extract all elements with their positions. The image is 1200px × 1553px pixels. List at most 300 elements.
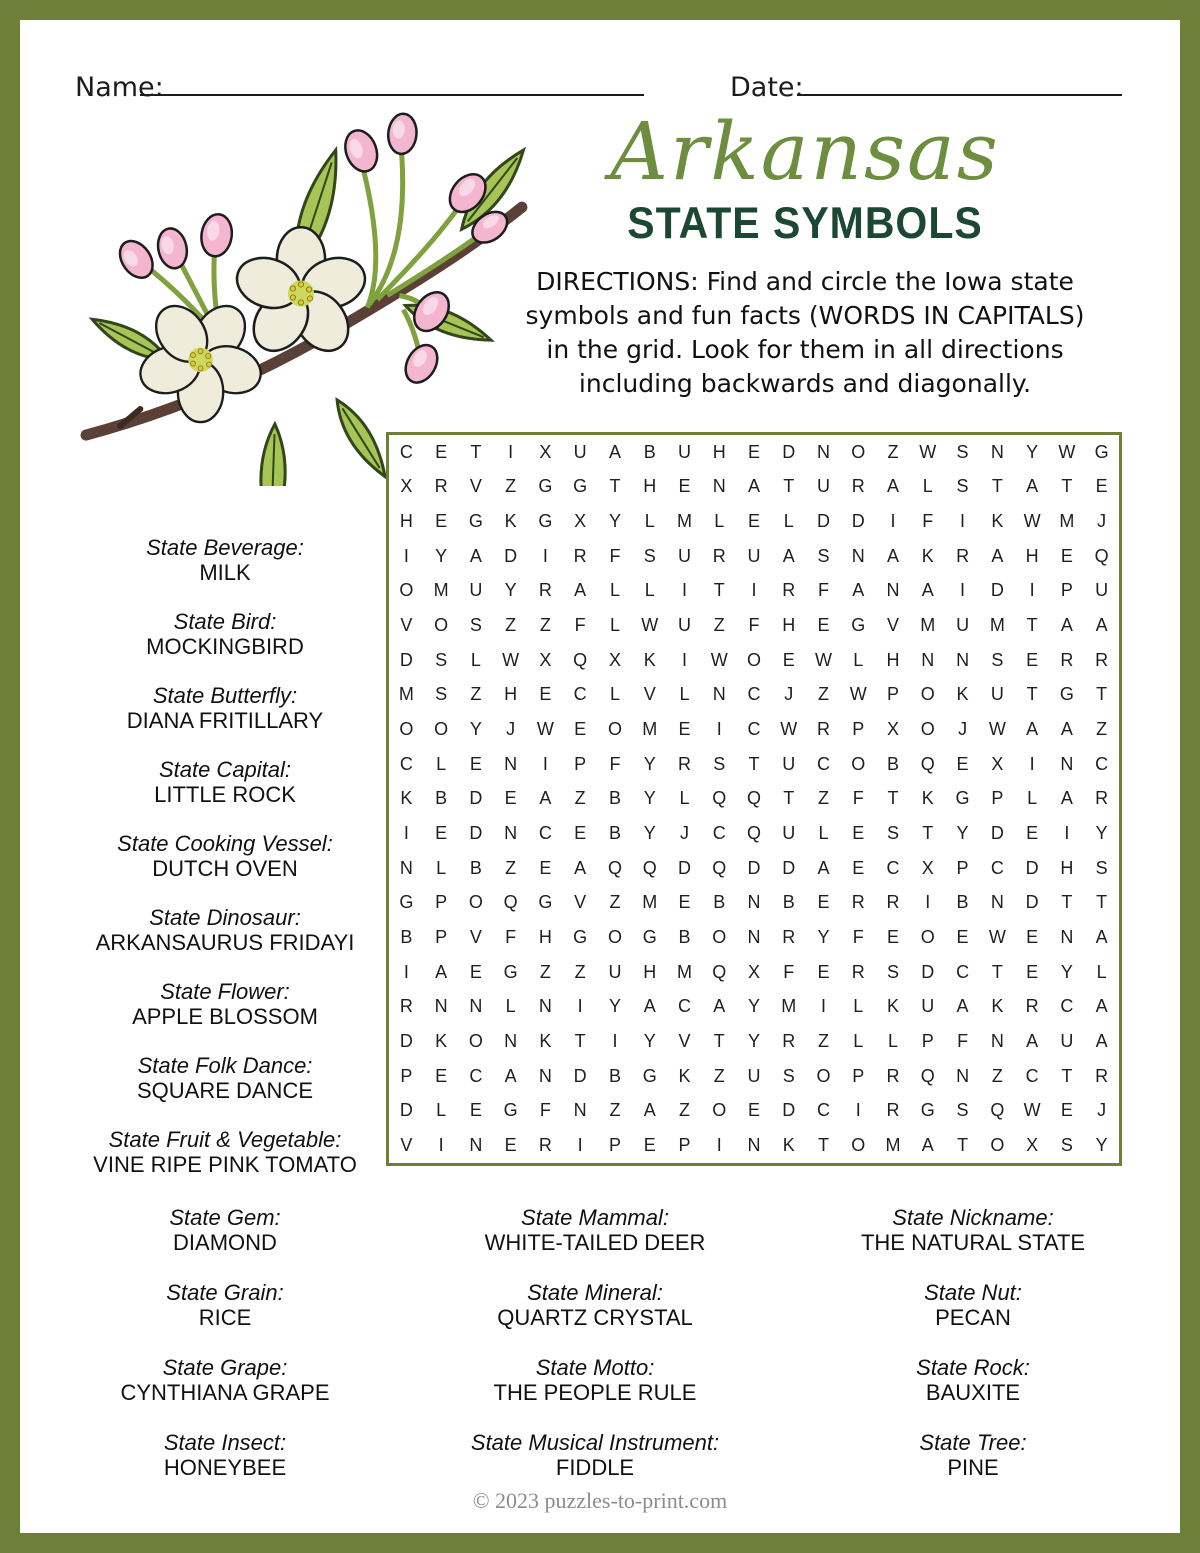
- grid-cell[interactable]: D: [1025, 892, 1039, 913]
- grid-cell[interactable]: I: [716, 719, 722, 740]
- grid-cell[interactable]: A: [1095, 927, 1108, 948]
- grid-cell[interactable]: T: [887, 788, 899, 809]
- grid-cell[interactable]: U: [782, 753, 796, 774]
- grid-cell[interactable]: P: [852, 719, 865, 740]
- grid-cell[interactable]: L: [436, 753, 447, 774]
- grid-cell[interactable]: I: [403, 823, 409, 844]
- grid-cell[interactable]: Y: [747, 996, 760, 1017]
- grid-cell[interactable]: R: [1060, 649, 1074, 670]
- grid-cell[interactable]: O: [468, 1031, 483, 1052]
- grid-cell[interactable]: E: [956, 753, 969, 774]
- grid-cell[interactable]: T: [713, 1031, 725, 1052]
- grid-cell[interactable]: Q: [503, 892, 518, 913]
- grid-cell[interactable]: B: [400, 927, 413, 948]
- grid-cell[interactable]: I: [438, 1135, 444, 1156]
- grid-cell[interactable]: E: [435, 823, 448, 844]
- grid-cell[interactable]: Z: [678, 1100, 690, 1121]
- grid-cell[interactable]: G: [1094, 441, 1109, 462]
- grid-cell[interactable]: S: [956, 476, 969, 497]
- grid-cell[interactable]: E: [539, 684, 552, 705]
- grid-cell[interactable]: T: [957, 1135, 969, 1156]
- grid-cell[interactable]: Q: [1094, 545, 1109, 566]
- grid-cell[interactable]: K: [921, 545, 934, 566]
- grid-cell[interactable]: P: [678, 1135, 691, 1156]
- grid-cell[interactable]: Z: [1096, 719, 1108, 740]
- grid-cell[interactable]: V: [678, 1031, 691, 1052]
- grid-cell[interactable]: I: [1064, 823, 1070, 844]
- grid-cell[interactable]: O: [920, 684, 935, 705]
- grid-cell[interactable]: A: [817, 857, 830, 878]
- grid-cell[interactable]: R: [886, 892, 900, 913]
- grid-cell[interactable]: N: [990, 441, 1004, 462]
- grid-cell[interactable]: K: [539, 1031, 552, 1052]
- grid-cell[interactable]: S: [643, 545, 656, 566]
- grid-cell[interactable]: Z: [991, 1065, 1003, 1086]
- grid-cell[interactable]: Y: [643, 753, 656, 774]
- grid-cell[interactable]: Y: [469, 719, 482, 740]
- grid-cell[interactable]: R: [538, 1135, 552, 1156]
- grid-cell[interactable]: J: [1097, 1100, 1107, 1121]
- grid-cell[interactable]: J: [506, 719, 516, 740]
- grid-cell[interactable]: X: [608, 649, 621, 670]
- grid-cell[interactable]: C: [817, 1100, 831, 1121]
- grid-cell[interactable]: I: [960, 511, 966, 532]
- grid-cell[interactable]: H: [504, 684, 518, 705]
- grid-cell[interactable]: E: [539, 857, 552, 878]
- grid-cell[interactable]: D: [851, 511, 865, 532]
- grid-cell[interactable]: E: [1026, 823, 1039, 844]
- grid-cell[interactable]: F: [922, 511, 934, 532]
- grid-cell[interactable]: Q: [990, 1100, 1005, 1121]
- grid-cell[interactable]: Z: [818, 1031, 830, 1052]
- grid-cell[interactable]: T: [783, 476, 795, 497]
- grid-cell[interactable]: A: [921, 1135, 934, 1156]
- grid-cell[interactable]: K: [956, 684, 969, 705]
- grid-cell[interactable]: A: [1060, 719, 1073, 740]
- grid-cell[interactable]: T: [991, 961, 1003, 982]
- grid-cell[interactable]: E: [574, 719, 587, 740]
- grid-cell[interactable]: L: [609, 615, 620, 636]
- grid-cell[interactable]: T: [609, 476, 621, 497]
- grid-cell[interactable]: B: [469, 857, 482, 878]
- grid-cell[interactable]: L: [853, 996, 864, 1017]
- grid-cell[interactable]: B: [608, 1065, 621, 1086]
- grid-cell[interactable]: B: [956, 892, 969, 913]
- grid-cell[interactable]: U: [677, 441, 691, 462]
- grid-cell[interactable]: D: [817, 511, 831, 532]
- grid-cell[interactable]: E: [435, 441, 448, 462]
- grid-cell[interactable]: E: [956, 927, 969, 948]
- grid-cell[interactable]: A: [1095, 1031, 1108, 1052]
- grid-cell[interactable]: N: [712, 684, 726, 705]
- grid-cell[interactable]: E: [1060, 545, 1073, 566]
- grid-cell[interactable]: A: [1060, 615, 1073, 636]
- grid-cell[interactable]: N: [851, 545, 865, 566]
- grid-cell[interactable]: N: [538, 996, 552, 1017]
- grid-cell[interactable]: U: [1060, 1031, 1074, 1052]
- grid-cell[interactable]: H: [1025, 545, 1039, 566]
- grid-cell[interactable]: C: [956, 961, 970, 982]
- grid-cell[interactable]: X: [887, 719, 900, 740]
- grid-cell[interactable]: X: [1026, 1135, 1039, 1156]
- grid-cell[interactable]: T: [1061, 1065, 1073, 1086]
- grid-cell[interactable]: F: [748, 615, 760, 636]
- grid-cell[interactable]: G: [955, 788, 970, 809]
- grid-cell[interactable]: P: [956, 857, 969, 878]
- grid-cell[interactable]: E: [747, 511, 760, 532]
- grid-cell[interactable]: L: [436, 1100, 447, 1121]
- grid-cell[interactable]: C: [573, 684, 587, 705]
- grid-cell[interactable]: M: [1059, 511, 1075, 532]
- grid-cell[interactable]: T: [1061, 892, 1073, 913]
- grid-cell[interactable]: S: [817, 545, 830, 566]
- grid-cell[interactable]: D: [782, 857, 796, 878]
- grid-cell[interactable]: I: [403, 545, 409, 566]
- grid-cell[interactable]: P: [574, 753, 587, 774]
- grid-cell[interactable]: P: [608, 1135, 621, 1156]
- grid-cell[interactable]: E: [852, 823, 865, 844]
- grid-cell[interactable]: C: [1095, 753, 1109, 774]
- grid-cell[interactable]: G: [503, 961, 518, 982]
- grid-cell[interactable]: E: [1060, 1100, 1073, 1121]
- grid-cell[interactable]: B: [643, 441, 656, 462]
- grid-cell[interactable]: F: [852, 927, 864, 948]
- grid-cell[interactable]: G: [642, 1065, 657, 1086]
- grid-cell[interactable]: E: [887, 927, 900, 948]
- grid-cell[interactable]: W: [641, 615, 659, 636]
- grid-cell[interactable]: P: [852, 1065, 865, 1086]
- grid-cell[interactable]: Q: [712, 961, 727, 982]
- grid-cell[interactable]: H: [643, 476, 657, 497]
- grid-cell[interactable]: R: [677, 753, 691, 774]
- grid-cell[interactable]: W: [1058, 441, 1076, 462]
- grid-cell[interactable]: E: [1026, 649, 1039, 670]
- grid-cell[interactable]: A: [1026, 1031, 1039, 1052]
- grid-cell[interactable]: E: [469, 1100, 482, 1121]
- grid-cell[interactable]: R: [956, 545, 970, 566]
- grid-cell[interactable]: A: [1026, 476, 1039, 497]
- grid-cell[interactable]: A: [1060, 788, 1073, 809]
- grid-cell[interactable]: R: [712, 545, 726, 566]
- grid-cell[interactable]: Z: [470, 684, 482, 705]
- grid-cell[interactable]: X: [539, 441, 552, 462]
- grid-cell[interactable]: A: [469, 545, 482, 566]
- grid-cell[interactable]: C: [747, 684, 761, 705]
- grid-cell[interactable]: D: [504, 545, 518, 566]
- grid-cell[interactable]: M: [676, 511, 692, 532]
- grid-cell[interactable]: O: [399, 719, 414, 740]
- grid-cell[interactable]: C: [469, 1065, 483, 1086]
- grid-cell[interactable]: O: [712, 927, 727, 948]
- grid-cell[interactable]: G: [920, 1100, 935, 1121]
- grid-cell[interactable]: I: [716, 1135, 722, 1156]
- grid-cell[interactable]: K: [991, 511, 1004, 532]
- grid-cell[interactable]: R: [782, 580, 796, 601]
- grid-cell[interactable]: M: [920, 615, 936, 636]
- grid-cell[interactable]: F: [539, 1100, 551, 1121]
- grid-cell[interactable]: G: [851, 615, 866, 636]
- grid-cell[interactable]: I: [855, 1100, 861, 1121]
- grid-cell[interactable]: F: [783, 961, 795, 982]
- grid-cell[interactable]: R: [851, 961, 865, 982]
- grid-cell[interactable]: Y: [435, 545, 448, 566]
- grid-cell[interactable]: N: [886, 580, 900, 601]
- grid-cell[interactable]: L: [609, 684, 620, 705]
- grid-cell[interactable]: T: [748, 753, 760, 774]
- grid-cell[interactable]: V: [400, 615, 413, 636]
- grid-cell[interactable]: D: [747, 857, 761, 878]
- grid-cell[interactable]: J: [679, 823, 689, 844]
- grid-cell[interactable]: L: [470, 649, 481, 670]
- grid-cell[interactable]: R: [886, 1065, 900, 1086]
- grid-cell[interactable]: L: [853, 1031, 864, 1052]
- grid-cell[interactable]: R: [886, 1100, 900, 1121]
- grid-cell[interactable]: L: [714, 511, 725, 532]
- grid-cell[interactable]: C: [747, 719, 761, 740]
- grid-cell[interactable]: W: [1023, 511, 1041, 532]
- grid-cell[interactable]: A: [643, 1100, 656, 1121]
- grid-cell[interactable]: E: [817, 615, 830, 636]
- grid-cell[interactable]: K: [782, 1135, 795, 1156]
- grid-cell[interactable]: Q: [746, 788, 761, 809]
- grid-cell[interactable]: E: [747, 1100, 760, 1121]
- grid-cell[interactable]: I: [403, 961, 409, 982]
- grid-cell[interactable]: G: [1059, 684, 1074, 705]
- grid-cell[interactable]: A: [1095, 996, 1108, 1017]
- grid-cell[interactable]: W: [988, 927, 1006, 948]
- grid-cell[interactable]: R: [538, 580, 552, 601]
- grid-cell[interactable]: T: [713, 580, 725, 601]
- grid-cell[interactable]: Z: [609, 892, 621, 913]
- grid-cell[interactable]: T: [1061, 476, 1073, 497]
- grid-cell[interactable]: S: [435, 649, 448, 670]
- grid-cell[interactable]: N: [990, 1031, 1004, 1052]
- grid-cell[interactable]: X: [747, 961, 760, 982]
- grid-cell[interactable]: G: [573, 476, 588, 497]
- grid-cell[interactable]: S: [956, 441, 969, 462]
- grid-cell[interactable]: Z: [505, 476, 517, 497]
- grid-cell[interactable]: E: [747, 441, 760, 462]
- grid-cell[interactable]: Q: [712, 857, 727, 878]
- grid-cell[interactable]: R: [782, 927, 796, 948]
- grid-cell[interactable]: E: [504, 1135, 517, 1156]
- grid-cell[interactable]: C: [990, 857, 1004, 878]
- grid-cell[interactable]: A: [713, 996, 726, 1017]
- grid-cell[interactable]: X: [574, 511, 587, 532]
- grid-cell[interactable]: X: [400, 476, 413, 497]
- grid-cell[interactable]: I: [751, 580, 757, 601]
- grid-cell[interactable]: O: [434, 719, 449, 740]
- grid-cell[interactable]: I: [1029, 753, 1035, 774]
- grid-cell[interactable]: X: [539, 649, 552, 670]
- grid-cell[interactable]: S: [887, 823, 900, 844]
- grid-cell[interactable]: N: [817, 441, 831, 462]
- grid-cell[interactable]: Z: [818, 684, 830, 705]
- grid-cell[interactable]: U: [747, 545, 761, 566]
- grid-cell[interactable]: U: [921, 996, 935, 1017]
- grid-cell[interactable]: G: [538, 476, 553, 497]
- grid-cell[interactable]: A: [991, 545, 1004, 566]
- grid-cell[interactable]: Y: [1060, 961, 1073, 982]
- grid-cell[interactable]: A: [539, 788, 552, 809]
- grid-cell[interactable]: A: [887, 545, 900, 566]
- grid-cell[interactable]: R: [1095, 649, 1109, 670]
- grid-cell[interactable]: Z: [887, 441, 899, 462]
- grid-cell[interactable]: A: [956, 996, 969, 1017]
- grid-cell[interactable]: W: [1023, 1100, 1041, 1121]
- grid-cell[interactable]: K: [678, 1065, 691, 1086]
- grid-cell[interactable]: N: [538, 1065, 552, 1086]
- grid-cell[interactable]: W: [919, 441, 937, 462]
- grid-cell[interactable]: U: [782, 823, 796, 844]
- grid-cell[interactable]: L: [505, 996, 516, 1017]
- grid-cell[interactable]: D: [677, 857, 691, 878]
- grid-cell[interactable]: O: [990, 1135, 1005, 1156]
- grid-cell[interactable]: P: [400, 1065, 413, 1086]
- grid-cell[interactable]: D: [1025, 857, 1039, 878]
- grid-cell[interactable]: L: [783, 511, 794, 532]
- grid-cell[interactable]: O: [607, 927, 622, 948]
- grid-cell[interactable]: M: [676, 961, 692, 982]
- grid-cell[interactable]: K: [921, 788, 934, 809]
- grid-cell[interactable]: W: [536, 719, 554, 740]
- grid-cell[interactable]: O: [851, 441, 866, 462]
- grid-cell[interactable]: S: [435, 684, 448, 705]
- grid-cell[interactable]: M: [885, 1135, 901, 1156]
- grid-cell[interactable]: W: [815, 649, 833, 670]
- grid-cell[interactable]: A: [643, 996, 656, 1017]
- grid-cell[interactable]: A: [574, 580, 587, 601]
- grid-cell[interactable]: J: [958, 719, 968, 740]
- grid-cell[interactable]: E: [1026, 961, 1039, 982]
- grid-cell[interactable]: Q: [920, 1065, 935, 1086]
- grid-cell[interactable]: C: [538, 823, 552, 844]
- grid-cell[interactable]: D: [921, 961, 935, 982]
- grid-cell[interactable]: H: [782, 615, 796, 636]
- grid-cell[interactable]: N: [990, 892, 1004, 913]
- grid-cell[interactable]: G: [642, 927, 657, 948]
- grid-cell[interactable]: T: [991, 476, 1003, 497]
- grid-cell[interactable]: F: [574, 615, 586, 636]
- grid-cell[interactable]: E: [574, 823, 587, 844]
- date-input-line[interactable]: [797, 94, 1122, 96]
- grid-cell[interactable]: H: [886, 649, 900, 670]
- grid-cell[interactable]: I: [577, 1135, 583, 1156]
- grid-cell[interactable]: I: [542, 545, 548, 566]
- grid-cell[interactable]: I: [960, 580, 966, 601]
- grid-cell[interactable]: K: [504, 511, 517, 532]
- grid-cell[interactable]: R: [782, 1031, 796, 1052]
- grid-cell[interactable]: A: [435, 961, 448, 982]
- grid-cell[interactable]: E: [435, 1065, 448, 1086]
- grid-cell[interactable]: C: [1025, 1065, 1039, 1086]
- grid-cell[interactable]: C: [1060, 996, 1074, 1017]
- grid-cell[interactable]: L: [644, 580, 655, 601]
- grid-cell[interactable]: D: [573, 1065, 587, 1086]
- grid-cell[interactable]: E: [678, 892, 691, 913]
- grid-cell[interactable]: G: [503, 1100, 518, 1121]
- grid-cell[interactable]: E: [504, 788, 517, 809]
- grid-cell[interactable]: U: [747, 1065, 761, 1086]
- grid-cell[interactable]: S: [469, 615, 482, 636]
- grid-cell[interactable]: W: [502, 649, 520, 670]
- grid-cell[interactable]: T: [1096, 892, 1108, 913]
- grid-cell[interactable]: C: [817, 753, 831, 774]
- grid-cell[interactable]: Y: [817, 927, 830, 948]
- grid-cell[interactable]: F: [505, 927, 517, 948]
- grid-cell[interactable]: U: [990, 684, 1004, 705]
- grid-cell[interactable]: D: [399, 1100, 413, 1121]
- grid-cell[interactable]: R: [1095, 1065, 1109, 1086]
- grid-cell[interactable]: T: [922, 823, 934, 844]
- grid-cell[interactable]: Y: [747, 1031, 760, 1052]
- grid-cell[interactable]: E: [782, 649, 795, 670]
- grid-cell[interactable]: Y: [608, 511, 621, 532]
- grid-cell[interactable]: N: [747, 892, 761, 913]
- grid-cell[interactable]: E: [643, 1135, 656, 1156]
- grid-cell[interactable]: E: [817, 892, 830, 913]
- grid-cell[interactable]: B: [608, 788, 621, 809]
- grid-cell[interactable]: E: [435, 511, 448, 532]
- grid-cell[interactable]: D: [990, 580, 1004, 601]
- grid-cell[interactable]: D: [399, 649, 413, 670]
- grid-cell[interactable]: D: [782, 1100, 796, 1121]
- grid-cell[interactable]: L: [644, 511, 655, 532]
- grid-cell[interactable]: N: [747, 927, 761, 948]
- grid-cell[interactable]: O: [746, 649, 761, 670]
- grid-cell[interactable]: A: [574, 857, 587, 878]
- grid-cell[interactable]: Q: [573, 649, 588, 670]
- grid-cell[interactable]: V: [887, 615, 900, 636]
- grid-cell[interactable]: W: [710, 649, 728, 670]
- grid-cell[interactable]: O: [816, 1065, 831, 1086]
- grid-cell[interactable]: H: [1060, 857, 1074, 878]
- grid-cell[interactable]: D: [990, 823, 1004, 844]
- grid-cell[interactable]: D: [469, 788, 483, 809]
- grid-cell[interactable]: Y: [1095, 823, 1108, 844]
- grid-cell[interactable]: G: [573, 927, 588, 948]
- grid-cell[interactable]: E: [852, 857, 865, 878]
- grid-cell[interactable]: N: [469, 996, 483, 1017]
- grid-cell[interactable]: T: [783, 788, 795, 809]
- grid-cell[interactable]: P: [991, 788, 1004, 809]
- grid-cell[interactable]: T: [1096, 684, 1108, 705]
- grid-cell[interactable]: Y: [1095, 1135, 1108, 1156]
- grid-cell[interactable]: C: [399, 441, 413, 462]
- grid-cell[interactable]: G: [468, 511, 483, 532]
- grid-cell[interactable]: A: [504, 1065, 517, 1086]
- grid-cell[interactable]: O: [851, 753, 866, 774]
- grid-cell[interactable]: R: [851, 892, 865, 913]
- grid-cell[interactable]: B: [435, 788, 448, 809]
- grid-cell[interactable]: N: [504, 823, 518, 844]
- grid-cell[interactable]: D: [399, 1031, 413, 1052]
- grid-cell[interactable]: E: [469, 753, 482, 774]
- grid-cell[interactable]: Q: [746, 823, 761, 844]
- grid-cell[interactable]: E: [678, 719, 691, 740]
- grid-cell[interactable]: O: [607, 719, 622, 740]
- grid-cell[interactable]: A: [1095, 615, 1108, 636]
- grid-cell[interactable]: C: [399, 753, 413, 774]
- grid-cell[interactable]: Z: [539, 961, 551, 982]
- grid-cell[interactable]: N: [504, 1031, 518, 1052]
- grid-cell[interactable]: O: [712, 1100, 727, 1121]
- grid-cell[interactable]: S: [956, 1100, 969, 1121]
- grid-cell[interactable]: Q: [920, 753, 935, 774]
- grid-cell[interactable]: F: [609, 753, 621, 774]
- grid-cell[interactable]: L: [818, 823, 829, 844]
- grid-cell[interactable]: X: [921, 857, 934, 878]
